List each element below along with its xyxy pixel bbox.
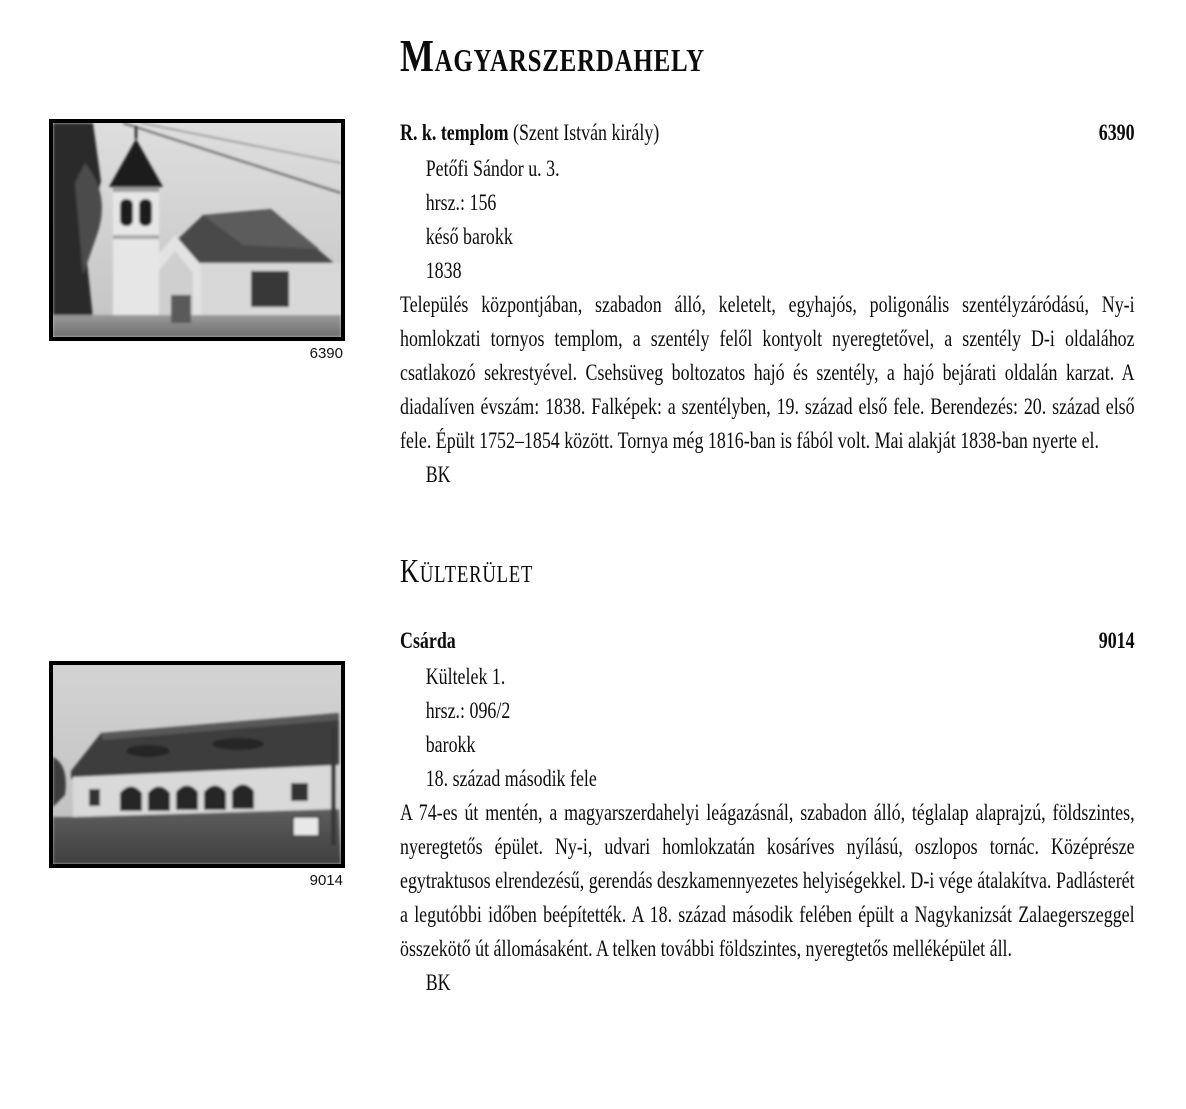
text-column [400,0,1135,1000]
csarda-photo-frame [49,661,345,868]
author-initials: BK [425,462,451,487]
photo-block-templom [49,119,345,364]
entry-number: 6390 [1098,120,1135,145]
entry-description: A 74-es út mentén, a magyarszerdahelyi leágazásnál, szabadon álló, téglalap alaprajzú, földszintes, nyeregtetős épület. Ny-i, udvari homlokzatán kosáríves nyílású, oszlopos tornác. Középrésze egytraktusos elrendezésű, gerendás deszkamennyezetes helyiségekkel. D-i vége átalakítva. Padlásterét a legutóbbi időben beépítették. A 18. század második felében épült a Nagykanizsát Zalaegerszeggel összekötő út állomásaként. A telken további földszintes, nyeregtetős melléképület áll. [400,800,1135,961]
entry-title: Csárda [400,628,456,653]
section-heading: Külterület [400,553,534,590]
entry-date: 1838 [425,258,462,283]
entry-templom [400,118,1135,492]
templom-photo [53,123,341,337]
entry-date: 18. század második fele [425,766,597,791]
entry-header [400,626,1135,656]
templom-photo-frame [49,119,345,341]
entry-description: Település központjában, szabadon álló, keletelt, egyhajós, poligonális szentélyzáródású, Ny-i homlokzati tornyos templom, a szentély felől kontyolt nyeregtetővel, a szentély D-i oldalához csatlakozó sekrestyével. Csehsüveg boltozatos hajó és szentély, a hajó bejárati oldalán karzat. A diadalíven évszám: 1838. Falképek: a szentélyben, 19. század első fele. Berendezés: 20. század első fele. Épült 1752–1854 között. Tornya még 1816-ban is fából volt. Mai alakját 1838-ban nyerte el. [400,292,1135,453]
csarda-photo-caption: 9014 [309,872,343,889]
entry-number: 9014 [1098,628,1135,653]
entry-details [400,660,1135,796]
author-initials: BK [425,970,451,995]
page-title: Magyarszerdahely [400,30,705,81]
entry-parcel-number: hrsz.: 096/2 [425,698,511,723]
entry-details [400,152,1135,288]
templom-photo-caption: 6390 [309,345,343,362]
entry-dedication: (Szent István király) [512,120,660,145]
entry-csarda [400,626,1135,1000]
entry-parcel-number: hrsz.: 156 [425,190,497,215]
csarda-photo [53,665,341,864]
entry-name-line [400,626,456,656]
entry-address: Kültelek 1. [425,664,506,689]
entry-header [400,118,1135,148]
entry-style: késő barokk [425,224,513,249]
photo-block-csarda [49,661,345,891]
entry-name-line [400,118,659,148]
entry-address: Petőfi Sándor u. 3. [425,156,560,181]
entry-style: barokk [425,732,476,757]
entry-title: R. k. templom [400,120,509,145]
